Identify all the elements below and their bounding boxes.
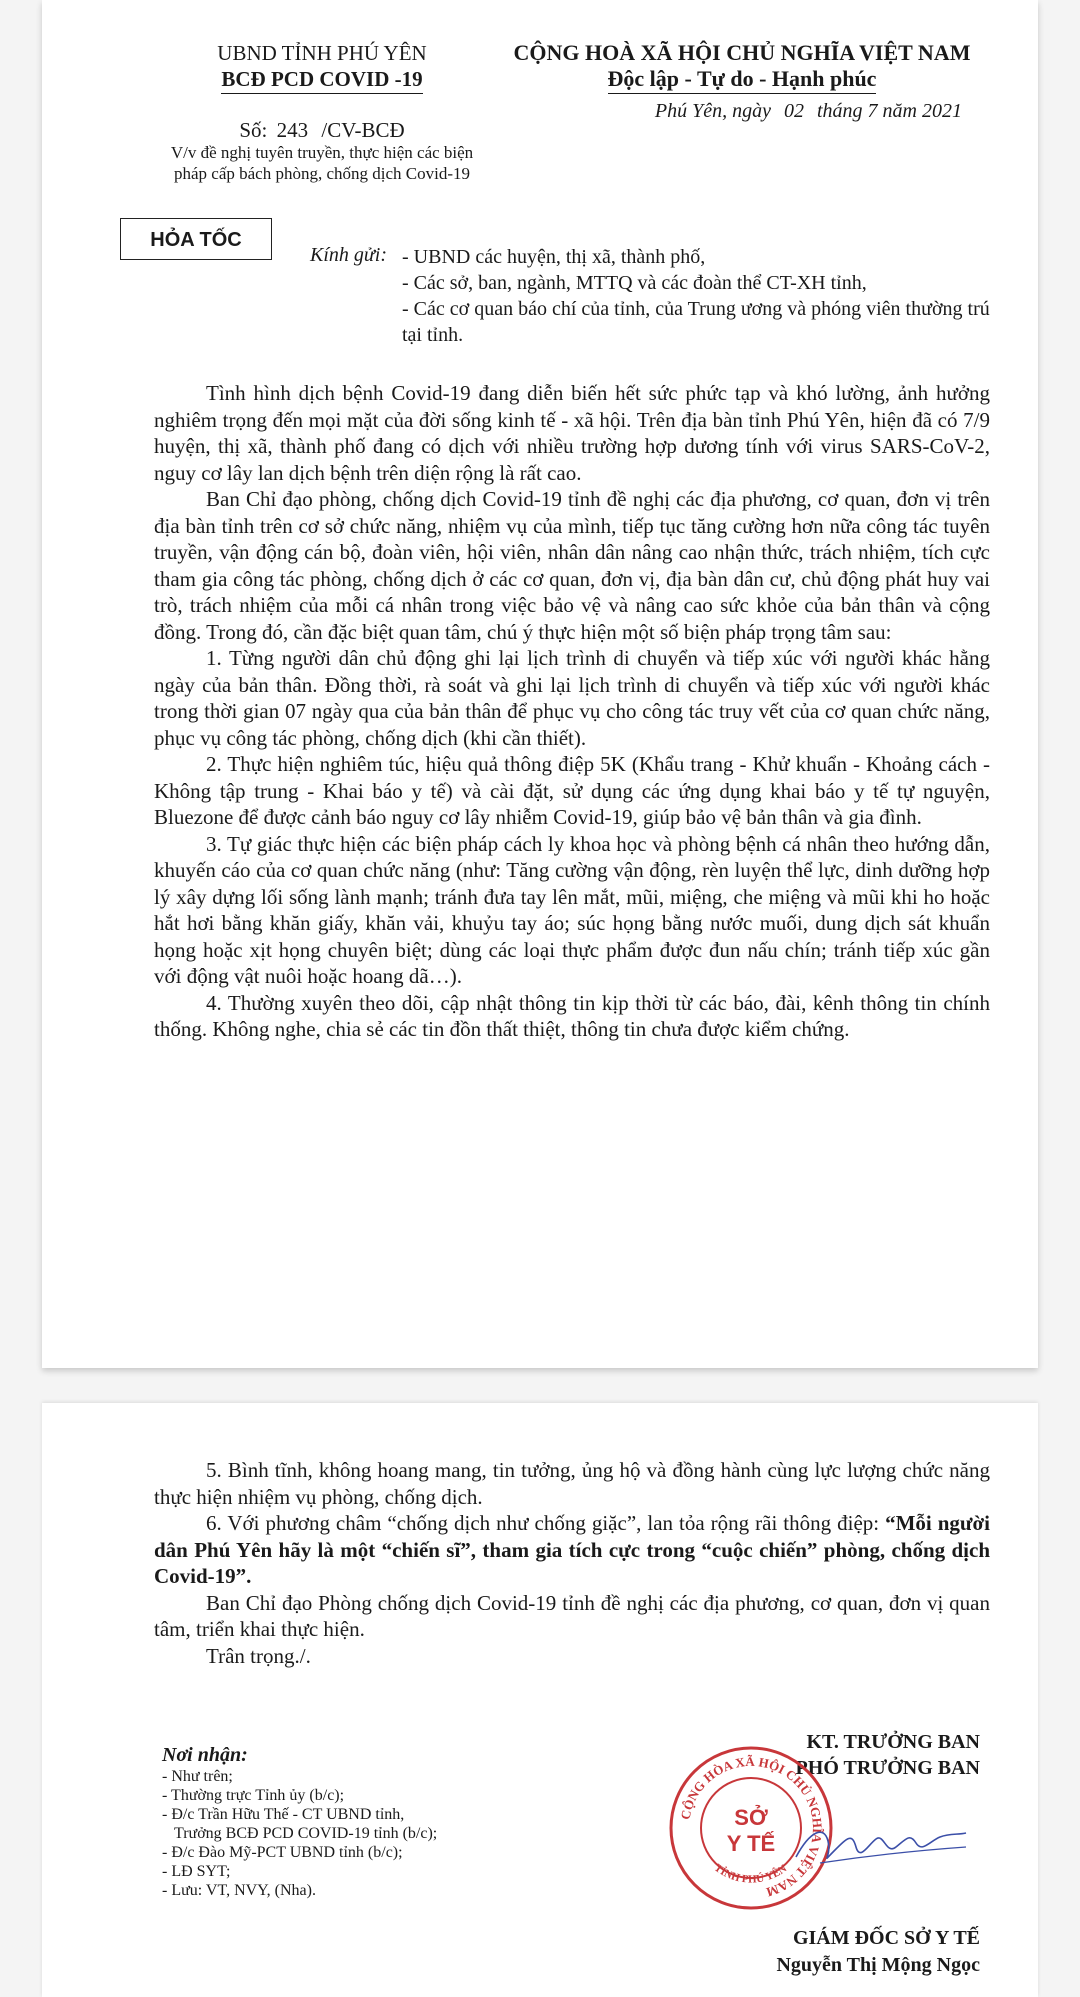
signer-name: Nguyễn Thị Mộng Ngọc [776,1954,980,1976]
recipients-list [402,244,1002,348]
recipients-label: Kính gửi: [310,244,388,266]
receiver-item: - Đ/c Đào Mỹ-PCT UBND tỉnh (b/c); [162,1844,403,1861]
receiver-item: - Như trên; [162,1768,233,1785]
body-page-2 [154,1457,990,1669]
receiver-item: Trưởng BCĐ PCD COVID-19 tỉnh (b/c); [174,1825,438,1842]
seal-bottom-text: TỈNH PHÚ YÊN [711,1861,790,1886]
issuer-block [162,40,482,94]
signer-block [682,1925,1022,1979]
body-paragraph: 2. Thực hiện nghiêm túc, hiệu quả thông điệp 5K (Khẩu trang - Khử khuẩn - Khoảng cách - Không tập trung - Khai báo y tế) và cài đặt, sử dụng các ứng dụng khai báo y tế tự nguyện, Bluezone để được cảnh báo nguy cơ lây nhiễm Covid-19, giúp bảo vệ bản thân và gia đình. [154,752,990,829]
receiver-item: - Đ/c Trần Hữu Thế - CT UBND tỉnh, [162,1806,405,1823]
receiver-item: - LĐ SYT; [162,1863,231,1880]
signer-line1: KT. TRƯỞNG BAN [806,1731,980,1753]
body-paragraph: Ban Chỉ đạo phòng, chống dịch Covid-19 tỉnh đề nghị các địa phương, cơ quan, đơn vị trên địa bàn tỉnh trên cơ sở chức năng, nhiệm vụ của mình, tiếp tục tăng cường hơn nữa công tác tuyên truyền, vận động cán bộ, đoàn viên, hội viên, nhân dân nâng cao nhận thức, trách nhiệm, tích cực tham gia công tác phòng, chống dịch ở các cơ quan, đơn vị, địa bàn dân cư, chủ động phát huy vai trò, trách nhiệm của mỗi cá nhân trong việc bảo vệ và nâng cao sức khỏe của bản thân và cộng đồng. Trong đó, cần đặc biệt quan tâm, chú ý thực hiện một số biện pháp trọng tâm sau: [154,487,990,644]
issuer-org-line2: BCĐ PCD COVID -19 [221,66,422,94]
receivers-block [162,1743,582,1900]
receiver-item: - Lưu: VT, NVY, (Nha). [162,1882,316,1899]
recipient-item: - Các sở, ban, ngành, MTTQ và các đoàn thể CT-XH tỉnh, [402,272,867,294]
body-paragraph: Tình hình dịch bệnh Covid-19 đang diễn biến hết sức phức tạp và khó lường, ảnh hưởng nghiêm trọng đến mọi mặt của đời sống kinh tế - xã hội. Trên địa bàn tỉnh Phú Yên, hiện đã có 7/9 huyện, thị xã, thành phố đang có dịch với nhiều trường hợp dương tính với virus SARS-CoV-2, nguy cơ lây lan dịch bệnh trên diện rộng là rất cao. [154,381,990,485]
body-paragraph: Ban Chỉ đạo Phòng chống dịch Covid-19 tỉnh đề nghị các địa phương, cơ quan, đơn vị quan tâm, triển khai thực hiện. [154,1590,990,1641]
document-page-2 [42,1403,1038,1997]
date-day: 02 [784,100,804,122]
body-page-1 [154,380,990,1043]
seal-ring-text: CỘNG HÒA XÃ HỘI CHỦ NGHĨA VIỆT NAM [677,1753,826,1900]
national-motto-block [482,40,1002,94]
document-page-1 [42,0,1038,1368]
body-paragraph: 3. Tự giác thực hiện các biện pháp cách ly khoa học và phòng bệnh cá nhân theo hướng dẫn, khuyến cáo của cơ quan chức năng (như: Tăng cường vận động, rèn luyện thể lực, dinh dưỡng hợp lý xây dựng lối sống lành mạnh; tránh đưa tay lên mắt, mũi, miệng, che miệng và mũi khi ho hoặc hắt hơi bằng khăn giấy, khăn vải, khuỷu tay áo; súc họng bằng nước muối, dung dịch sát khuẩn họng hoặc xịt họng chuyên biệt; dùng các loại thực phẩm được đun nấu chín; tránh tiếp xúc gần với động vật nuôi hoặc hoang dã…). [154,831,990,988]
seal-center-line2: Y TẾ [726,1831,776,1856]
closing-regards: Trân trọng./. [206,1643,311,1668]
recipient-item: - Các cơ quan báo chí của tỉnh, của Trung ương và phóng viên thường trú tại tỉnh. [402,298,990,346]
slogan: “Mỗi người dân Phú Yên hãy là một “chiến sĩ”, tham gia tích cực trong “cuộc chiến” phòng, chống dịch Covid-19”. [154,1511,990,1588]
document-number: Số: 243 /CV-BCĐ [239,118,405,142]
issuer-org-line1: UBND TỈNH PHÚ YÊN [217,41,427,65]
document-date: Phú Yên, ngày 02 tháng 7 năm 2021 [654,100,962,122]
body-paragraph: 1. Từng người dân chủ động ghi lại lịch trình di chuyển và tiếp xúc với người khác hằng ngày của bản thân. Đồng thời, rà soát và ghi lại lịch trình di chuyển và tiếp xúc với người khác trong thời gian 07 ngày qua của bản thân để phục vụ cho công tác truy vết của cơ quan chức năng, phục vụ công tác phòng, chống dịch (khi cần thiết). [154,646,990,750]
body-paragraph: 5. Bình tĩnh, không hoang mang, tin tưởng, ủng hộ và đồng hành cùng lực lượng chức năng thực hiện nhiệm vụ phòng, chống dịch. [154,1458,990,1509]
recipient-item: - UBND các huyện, thị xã, thành phố, [402,246,706,268]
document-subject: V/v đề nghị tuyên truyền, thực hiện các biện pháp cấp bách phòng, chống dịch Covid-19 [170,143,474,183]
signer-title: GIÁM ĐỐC SỞ Y TẾ [792,1927,980,1949]
body-paragraph: 6. Với phương châm “chống dịch như chống giặc”, lan tỏa rộng rãi thông điệp: “Mỗi người dân Phú Yên hãy là một “chiến sĩ”, tham gia tích cực trong “cuộc chiến” phòng, chống dịch Covid-19”. [154,1511,990,1588]
country-name: CỘNG HOÀ XÃ HỘI CHỦ NGHĨA VIỆT NAM [513,40,971,65]
national-motto: Độc lập - Tự do - Hạnh phúc [608,66,877,94]
signer-line2: PHÓ TRƯỞNG BAN [795,1757,980,1779]
seal-center-line1: SỞ [734,1805,768,1830]
receiver-item: - Thường trực Tỉnh ủy (b/c); [162,1787,345,1804]
urgency-stamp: HỎA TỐC [120,218,272,260]
body-paragraph: 4. Thường xuyên theo dõi, cập nhật thông tin kịp thời từ các báo, đài, kênh thông tin chính thống. Không nghe, chia sẻ các tin đồn thất thiệt, thông tin chưa được kiểm chứng. [154,990,990,1041]
handwritten-signature-icon [790,1811,970,1881]
receivers-title: Nơi nhận: [162,1744,248,1766]
